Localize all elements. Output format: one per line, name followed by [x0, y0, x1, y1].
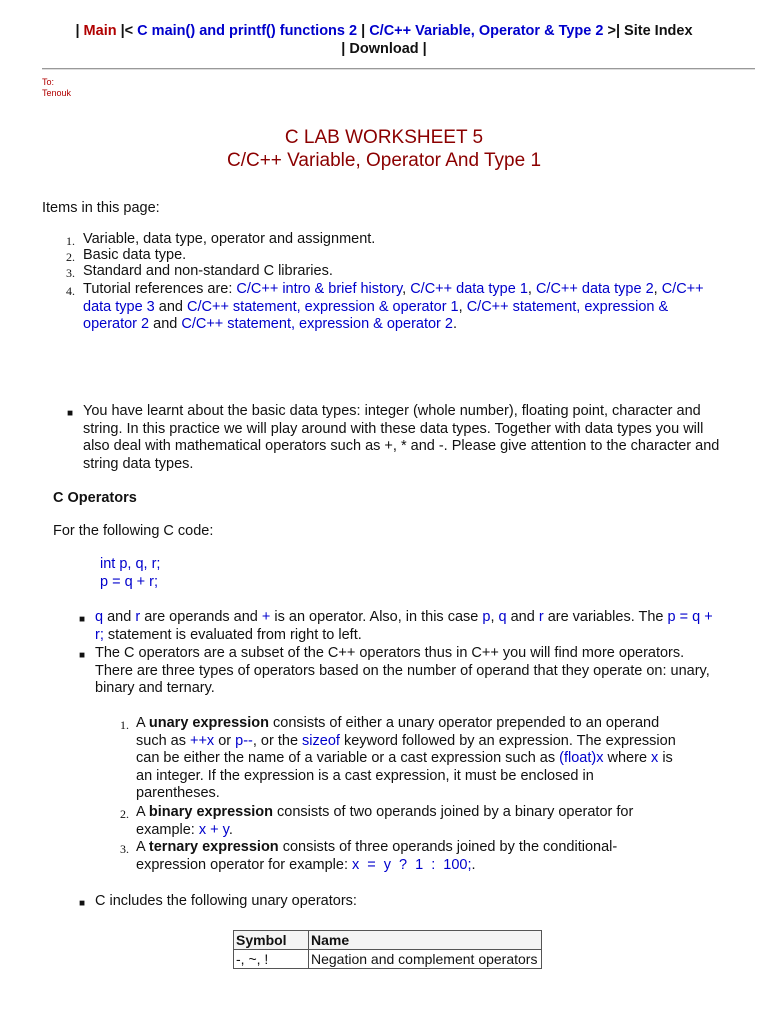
column-header-name: Name [309, 931, 542, 950]
nav-separator: >| [603, 23, 625, 39]
list-item: Variable, data type, operator and assignment. [83, 231, 376, 247]
code-token: + [261, 609, 271, 625]
text: are operands and [140, 609, 262, 625]
text: consists of three operands joined by the conditional-expression operator for example: [136, 839, 618, 873]
unary-expression-item [136, 715, 676, 803]
intro-paragraph: You have learnt about the basic data types: integer (whole number), floating point, character and string. In this practice we will play around with these data types. Together with data types you will also deal with mathematical operators such as +, * and -. Please give attention to the character and string data types. [83, 403, 720, 472]
nav-separator: | [357, 23, 370, 39]
table-cell-name: Negation and complement operators [309, 950, 542, 969]
text: consists of either a unary operator prepended to an operand such as [136, 715, 660, 749]
nav-separator: | [75, 23, 84, 39]
text: is an integer. If the expression is a cast expression, it must be enclosed in parentheses. [136, 750, 673, 801]
text: A [136, 839, 149, 855]
text: A [136, 715, 149, 731]
list-item: Standard and non-standard C libraries. [83, 263, 333, 279]
code-line: int p, q, r; [100, 556, 161, 572]
items-heading: Items in this page: [42, 200, 160, 216]
text: , [402, 281, 411, 297]
operand-paragraph [95, 609, 725, 644]
text: , [490, 609, 499, 625]
list-number: 3. [120, 842, 129, 856]
nav-download-link[interactable]: Download [349, 41, 419, 57]
reference-link[interactable]: C/C++ data type 3 [83, 281, 704, 315]
bullet-icon: ■ [79, 898, 86, 909]
nav-main-link[interactable]: Main [83, 23, 117, 39]
code-token: q [498, 609, 507, 625]
text: and [154, 298, 187, 315]
code-token: p-- [235, 732, 253, 749]
text: and [103, 609, 136, 625]
text: consists of two operands joined by a binary operator for example: [136, 804, 634, 838]
reference-link[interactable]: C/C++ intro & brief history [236, 281, 403, 297]
list-number: 1. [120, 718, 129, 732]
text: , [458, 298, 467, 315]
table-cell-symbol: -, ~, ! [234, 950, 309, 969]
text: where [603, 750, 652, 766]
unary-operators-table [233, 930, 542, 969]
table-row [234, 950, 542, 969]
reference-link[interactable]: C/C++ data type 2 [535, 281, 654, 297]
reference-link[interactable]: C/C++ statement, expression & operator 1 [187, 298, 459, 315]
code-token: p = q + r; [95, 609, 713, 643]
to-label: To: [42, 77, 55, 87]
text: and [149, 316, 182, 332]
bullet-icon: ■ [79, 614, 86, 625]
nav-next-link[interactable]: C/C++ Variable, Operator & Type 2 [369, 23, 604, 39]
page-subtitle: C/C++ Variable, Operator And Type 1 [226, 150, 542, 171]
reference-link[interactable]: C/C++ statement, expression & operator 2 [181, 316, 453, 332]
horizontal-rule [42, 68, 755, 70]
code-token: (float)x [559, 750, 604, 766]
term: binary expression [148, 804, 274, 820]
text: and [506, 609, 539, 625]
text: , or the [252, 732, 303, 749]
list-number: 1. [66, 234, 75, 248]
reference-link[interactable]: C/C++ data type 1 [410, 281, 528, 297]
term: unary expression [148, 715, 269, 731]
list-number: 4. [66, 284, 75, 298]
for-code-text: For the following C code: [53, 523, 214, 539]
nav-separator: |< [116, 23, 138, 39]
to-name: Tenouk [42, 88, 72, 98]
code-token: ++x [190, 732, 215, 749]
list-number: 3. [66, 266, 75, 280]
text: Tutorial references are: [83, 281, 237, 297]
code-token: x [651, 750, 659, 766]
top-nav [0, 22, 768, 40]
nav-site-index-link[interactable]: Site Index [624, 23, 693, 39]
unary-operators-intro: C includes the following unary operators: [95, 893, 357, 909]
text: are variables. The [543, 609, 668, 625]
list-number: 2. [120, 807, 129, 821]
bullet-icon: ■ [67, 408, 74, 419]
text: . [452, 316, 458, 332]
code-token: q [95, 609, 104, 625]
list-item: Basic data type. [83, 247, 187, 263]
text: , [527, 281, 536, 297]
reference-link[interactable]: C/C++ statement, expression & operator 2 [83, 298, 669, 332]
subset-paragraph: The C operators are a subset of the C++ operators thus in C++ you will find more operators. There are three types of operators based on the number of operand that they operate on: unary, binary and ternary. [95, 645, 710, 696]
nav-separator: | [341, 41, 350, 57]
code-token: r [135, 609, 141, 625]
text: statement is evaluated from right to left. [103, 626, 362, 643]
section-heading: C Operators [53, 490, 137, 506]
text: is an operator. Also, in this case [270, 609, 483, 625]
term: ternary expression [148, 839, 279, 855]
binary-expression-item [136, 804, 676, 839]
code-token: x + y [198, 821, 229, 838]
top-nav-line2 [0, 40, 768, 58]
code-line: p = q + r; [100, 574, 159, 590]
table-header-row [234, 931, 542, 950]
page-title: C LAB WORKSHEET 5 [284, 127, 484, 148]
text: or [214, 732, 236, 749]
nav-separator: | [418, 41, 427, 57]
text: keyword followed by an expression. The expression can be either the name of a variable or a cast expression such as [136, 732, 676, 766]
text: , [653, 281, 662, 297]
code-token: x = y ? 1 : 100; [352, 856, 472, 873]
code-token: r [538, 609, 544, 625]
nav-prev-link[interactable]: C main() and printf() functions 2 [137, 23, 358, 39]
text: . [228, 821, 233, 838]
ternary-expression-item [136, 839, 676, 874]
bullet-icon: ■ [79, 650, 86, 661]
text: A [136, 804, 149, 820]
text: . [471, 856, 476, 873]
list-item [83, 281, 723, 334]
column-header-symbol: Symbol [234, 931, 309, 950]
list-number: 2. [66, 250, 75, 264]
code-token: p [482, 609, 491, 625]
code-token: sizeof [302, 732, 340, 749]
